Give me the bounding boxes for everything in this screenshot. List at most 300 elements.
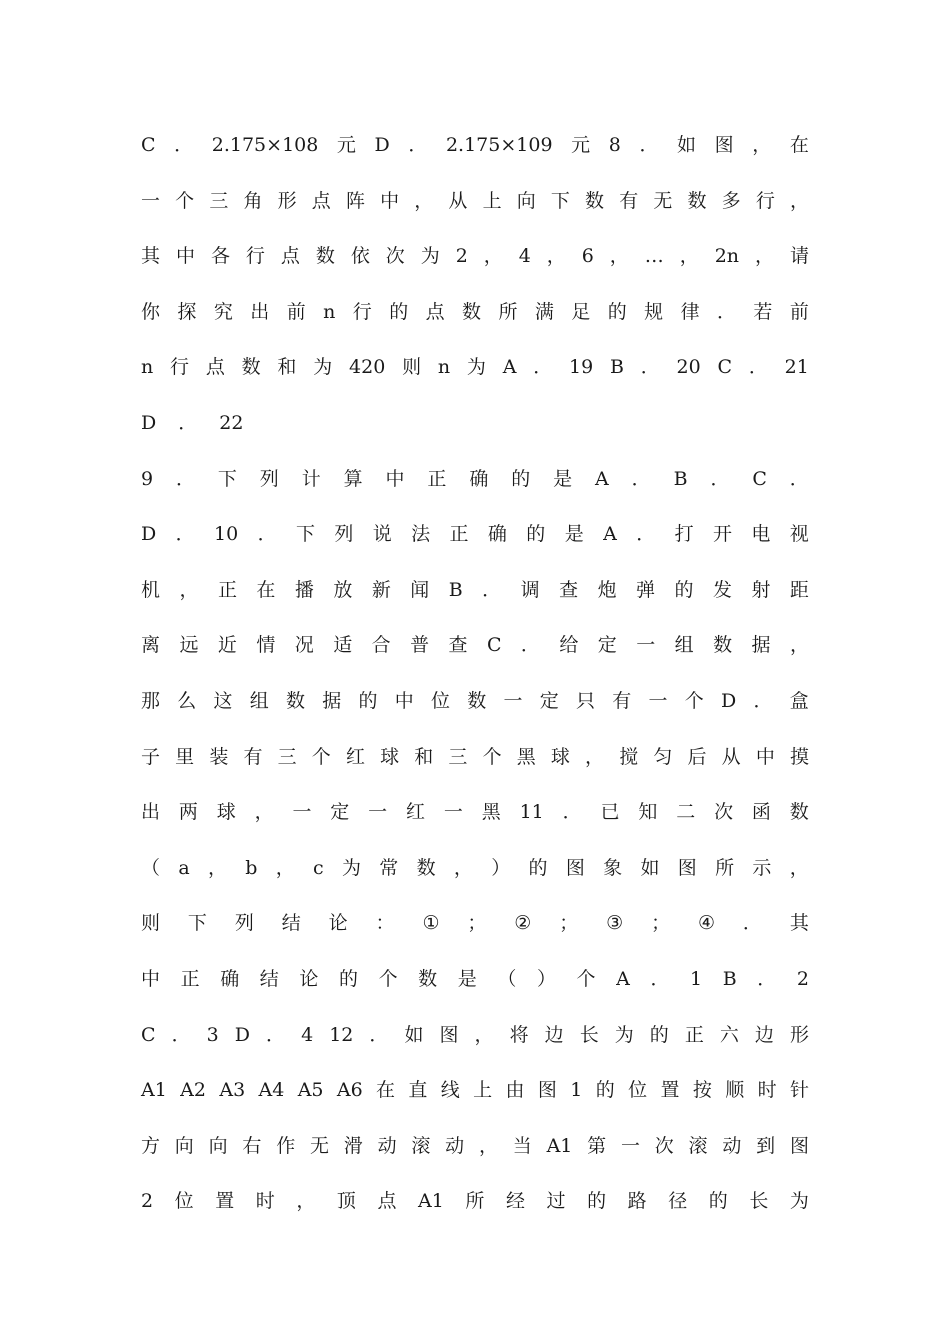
text-token: 行	[245, 245, 265, 268]
text-token: 数	[462, 300, 482, 323]
text-token: 个	[311, 745, 331, 768]
text-token: 方	[141, 1134, 161, 1157]
text-token: 列	[234, 912, 254, 935]
text-token: …	[644, 245, 664, 268]
text-token: 正	[217, 578, 237, 601]
text-token: 21	[784, 356, 809, 379]
text-token: 么	[177, 689, 197, 712]
text-token: B	[448, 578, 463, 601]
text-token: 个	[482, 745, 502, 768]
text-token: 数	[789, 801, 809, 824]
text-token: 2	[796, 967, 809, 990]
text-token: ，	[179, 578, 199, 601]
text-token: ，	[789, 634, 809, 657]
text-token: 那	[141, 689, 161, 712]
text-token: 次	[385, 245, 405, 268]
text-token: ④	[697, 912, 716, 935]
text-token: 远	[179, 634, 199, 657]
text-token: 若	[753, 300, 773, 323]
text-token: ，	[275, 856, 295, 879]
text-token: 下	[217, 467, 237, 490]
text-token: 有	[243, 745, 263, 768]
text-token: 的	[526, 523, 546, 546]
text-token: 象	[603, 856, 623, 879]
text-token: ，	[609, 245, 629, 268]
text-token: 数	[687, 189, 707, 212]
text-token: ．	[636, 523, 656, 546]
text-token: 足	[571, 300, 591, 323]
text-token: A3	[219, 1079, 246, 1102]
text-token: ，	[752, 134, 772, 156]
text-token: 2.175×109	[445, 134, 553, 156]
text-line	[141, 906, 809, 962]
text-token: 况	[294, 634, 314, 657]
text-token: 的	[338, 967, 358, 990]
text-token: 9	[141, 467, 154, 490]
text-token: 所	[715, 856, 735, 879]
text-token: 前	[286, 300, 306, 323]
text-line	[141, 740, 809, 796]
text-token: 数	[286, 689, 306, 712]
text-token: 示	[752, 856, 772, 879]
text-line	[141, 851, 809, 907]
text-token: 算	[343, 467, 363, 490]
text-token: 如	[640, 856, 660, 879]
text-token: 行	[170, 356, 190, 379]
text-token: C	[717, 356, 733, 379]
text-token: 时	[757, 1079, 777, 1102]
text-token: 向	[174, 1134, 194, 1157]
text-token: 到	[756, 1134, 776, 1157]
text-token: 普	[410, 634, 430, 657]
text-token: ．	[640, 356, 660, 379]
text-token: 论	[328, 912, 348, 935]
text-token: 确	[469, 467, 489, 490]
text-token: 结	[259, 967, 279, 990]
text-token: n	[437, 356, 451, 379]
text-token: n	[323, 300, 336, 323]
text-token: A	[595, 467, 609, 490]
text-token: 位	[174, 1190, 194, 1213]
text-token: 线	[440, 1079, 460, 1102]
text-token: 一	[141, 189, 161, 212]
text-token: 打	[674, 523, 694, 546]
text-token: 电	[751, 523, 771, 546]
text-token: 摸	[789, 745, 809, 768]
text-token: 作	[276, 1134, 296, 1157]
text-token: 列	[334, 523, 354, 546]
text-token: ，	[679, 245, 699, 268]
text-token: 则	[141, 912, 161, 935]
text-token: 常	[379, 856, 399, 879]
text-token: 只	[576, 689, 596, 712]
text-token: 的	[674, 578, 694, 601]
text-token: 位	[431, 689, 451, 712]
text-token: 一	[368, 801, 388, 824]
text-token: 究	[213, 300, 233, 323]
text-token: 计	[301, 467, 321, 490]
text-token: 三	[277, 745, 297, 768]
text-line	[141, 1129, 809, 1185]
text-token: 发	[712, 578, 732, 601]
text-token: 位	[628, 1079, 648, 1102]
text-token: 说	[372, 523, 392, 546]
text-token: 边	[544, 1023, 564, 1046]
text-token: 法	[411, 523, 431, 546]
text-token: 函	[751, 801, 771, 824]
text-token: 情	[256, 634, 276, 657]
text-token: 右	[242, 1134, 262, 1157]
text-token: 19	[569, 356, 594, 379]
text-token: 中	[380, 189, 400, 212]
text-token: 各	[210, 245, 230, 268]
text-line	[141, 184, 809, 240]
document-body	[141, 128, 841, 1240]
text-token: 所	[465, 1190, 485, 1213]
text-token: ．	[257, 523, 277, 546]
text-token: 将	[509, 1023, 529, 1046]
text-token: A6	[336, 1079, 363, 1102]
text-token: 适	[333, 634, 353, 657]
text-token: ．	[171, 1023, 191, 1046]
text-token: D	[141, 523, 157, 546]
text-token: 和	[277, 356, 297, 379]
text-token: 球	[550, 745, 570, 768]
text-token: 上	[473, 1079, 493, 1102]
text-token: 图	[789, 1134, 809, 1157]
text-token: A1	[418, 1190, 444, 1213]
text-token: 420	[349, 356, 386, 379]
text-token: 为	[420, 245, 440, 268]
text-token: 正	[449, 523, 469, 546]
text-token: ．	[753, 689, 773, 712]
text-token: 顶	[336, 1190, 356, 1213]
text-token: ．	[369, 1023, 389, 1046]
text-token: 正	[180, 967, 200, 990]
text-token: 向	[516, 189, 536, 212]
text-token: 是	[564, 523, 584, 546]
text-token: 长	[749, 1190, 769, 1213]
text-token: ．	[266, 1023, 286, 1046]
text-token: 向	[208, 1134, 228, 1157]
text-token: 论	[299, 967, 319, 990]
text-token: 2	[141, 1190, 154, 1213]
text-token: 的	[389, 300, 409, 323]
text-token: A1	[546, 1134, 573, 1157]
text-token: 结	[281, 912, 301, 935]
text-token: ．	[533, 356, 553, 379]
text-line	[141, 628, 809, 684]
text-token: 播	[294, 578, 314, 601]
text-token: 合	[371, 634, 391, 657]
text-token: 为	[614, 1023, 634, 1046]
text-token: C	[752, 467, 767, 490]
text-token: 形	[277, 189, 297, 212]
text-token: 为	[466, 356, 486, 379]
text-token: 一	[443, 801, 463, 824]
text-token: ．	[175, 467, 195, 490]
text-token: 针	[789, 1079, 809, 1102]
text-token: 定	[539, 689, 559, 712]
text-token: ）	[491, 856, 511, 879]
text-token: 黑	[481, 801, 501, 824]
text-token: ．	[639, 134, 659, 156]
text-token: 视	[789, 523, 809, 546]
text-token: 据	[751, 634, 771, 657]
text-token: 长	[579, 1023, 599, 1046]
text-token: 组	[249, 689, 269, 712]
text-token: 12	[329, 1023, 354, 1046]
text-token: ．	[748, 356, 768, 379]
text-token: 滑	[343, 1134, 363, 1157]
text-line	[141, 350, 809, 406]
text-token: ．	[175, 523, 195, 546]
text-token: ．	[482, 578, 502, 601]
text-token: n	[141, 356, 154, 379]
text-token: 为	[313, 356, 333, 379]
text-token: D	[721, 689, 737, 712]
text-token: 数	[713, 634, 733, 657]
text-token: 数	[467, 689, 487, 712]
text-token: A4	[258, 1079, 285, 1102]
text-token: 次	[714, 801, 734, 824]
text-token: 是	[457, 967, 477, 990]
text-token: 下	[295, 523, 315, 546]
text-token: ，	[754, 245, 774, 268]
text-token: 前	[789, 300, 809, 323]
text-line	[141, 128, 809, 184]
text-token: b	[245, 856, 258, 879]
text-token: 炮	[597, 578, 617, 601]
text-token: 点	[425, 300, 445, 323]
text-token: 数	[241, 356, 261, 379]
text-token: 10	[214, 523, 239, 546]
text-line	[141, 962, 809, 1018]
text-token: 三	[448, 745, 468, 768]
text-token: 2.175×108	[211, 134, 319, 156]
text-token: ）	[536, 967, 556, 990]
text-token: 22	[219, 411, 244, 434]
text-token: ，	[296, 1190, 316, 1213]
text-token: 机	[141, 578, 161, 601]
text-token: 的	[511, 467, 531, 490]
text-token: 点	[311, 189, 331, 212]
text-token: 直	[408, 1079, 428, 1102]
text-token: 的	[587, 1190, 607, 1213]
text-token: 其	[141, 245, 161, 268]
text-token: ，	[789, 856, 809, 879]
text-token: 从	[448, 189, 468, 212]
text-token: B	[673, 467, 688, 490]
text-token: 查	[448, 634, 468, 657]
text-token: B	[722, 967, 737, 990]
text-token: ，	[453, 856, 473, 879]
text-token: 这	[213, 689, 233, 712]
text-token: 数	[418, 967, 438, 990]
text-token: 点	[377, 1190, 397, 1213]
text-token: ，	[207, 856, 227, 879]
text-token: 下	[550, 189, 570, 212]
text-token: 1	[570, 1079, 583, 1102]
text-token: 8	[608, 134, 621, 156]
text-token: 置	[215, 1190, 235, 1213]
text-token: 阵	[345, 189, 365, 212]
text-token: 边	[754, 1023, 774, 1046]
text-line	[141, 406, 809, 462]
text-token: 开	[712, 523, 732, 546]
text-token: 为	[789, 1190, 809, 1213]
text-token: 离	[141, 634, 161, 657]
text-token: 1	[690, 967, 703, 990]
text-token: 一	[503, 689, 523, 712]
text-token: 列	[259, 467, 279, 490]
text-token: 动	[377, 1134, 397, 1157]
text-token: 当	[512, 1134, 532, 1157]
text-token: 近	[217, 634, 237, 657]
text-line	[141, 573, 809, 629]
text-line	[141, 462, 809, 518]
text-token: 三	[209, 189, 229, 212]
text-token: 确	[487, 523, 507, 546]
text-token: 11	[519, 801, 544, 824]
text-token: C	[141, 1023, 156, 1046]
text-token: 的	[595, 1079, 615, 1102]
text-token: 的	[358, 689, 378, 712]
text-token: 图	[537, 1079, 557, 1102]
text-token: ，	[483, 245, 503, 268]
text-token: ，	[789, 189, 809, 212]
text-token: 图	[714, 134, 734, 156]
text-token: 查	[559, 578, 579, 601]
text-token: 正	[427, 467, 447, 490]
text-token: 红	[345, 745, 365, 768]
text-token: 图	[565, 856, 585, 879]
text-token: 已	[600, 801, 620, 824]
text-token: 个	[175, 189, 195, 212]
text-token: 如	[677, 134, 697, 156]
text-token: 满	[534, 300, 554, 323]
text-token: 里	[175, 745, 195, 768]
text-token: 元	[571, 134, 591, 156]
text-token: ①	[422, 912, 440, 935]
text-token: 黑	[516, 745, 536, 768]
text-token: 3	[206, 1023, 219, 1046]
text-token: 探	[177, 300, 197, 323]
text-token: 经	[505, 1190, 525, 1213]
text-token: 的	[607, 300, 627, 323]
text-token: 中	[175, 245, 195, 268]
text-token: 元	[336, 134, 356, 156]
text-token: ，	[414, 189, 434, 212]
text-token: ，	[478, 1134, 498, 1157]
text-token: 图	[439, 1023, 459, 1046]
text-line	[141, 1073, 809, 1129]
text-token: 2n	[714, 245, 740, 268]
text-token: A5	[297, 1079, 324, 1102]
text-token: 球	[216, 801, 236, 824]
text-token: 个	[576, 967, 596, 990]
text-token: ．	[520, 634, 540, 657]
text-token: A	[603, 523, 617, 546]
text-token: 距	[789, 578, 809, 601]
text-token: 正	[684, 1023, 704, 1046]
text-token: 六	[719, 1023, 739, 1046]
text-line	[141, 295, 809, 351]
text-token: 无	[653, 189, 673, 212]
text-line	[141, 795, 809, 851]
text-token: ．	[742, 912, 762, 935]
text-token: 规	[644, 300, 664, 323]
text-token: B	[609, 356, 624, 379]
text-token: 搅	[619, 745, 639, 768]
text-token: 确	[220, 967, 240, 990]
text-token: 装	[209, 745, 229, 768]
text-token: 2	[455, 245, 468, 268]
text-token: 4	[518, 245, 531, 268]
text-token: 依	[350, 245, 370, 268]
text-token: 请	[789, 245, 809, 268]
text-token: 在	[256, 578, 276, 601]
text-token: 上	[482, 189, 502, 212]
text-token: 有	[612, 689, 632, 712]
text-token: 所	[498, 300, 518, 323]
text-token: 第	[587, 1134, 607, 1157]
text-token: 球	[380, 745, 400, 768]
text-token: 滚	[688, 1134, 708, 1157]
text-token: D	[374, 134, 390, 156]
text-token: 路	[627, 1190, 647, 1213]
text-token: 律	[680, 300, 700, 323]
text-token: 的	[528, 856, 548, 879]
text-token: ，	[254, 801, 274, 824]
text-token: 数	[416, 856, 436, 879]
text-token: C	[141, 134, 156, 156]
text-token: 弹	[636, 578, 656, 601]
text-token: 其	[789, 912, 809, 935]
text-token: 和	[414, 745, 434, 768]
text-token: 中	[385, 467, 405, 490]
text-token: 个	[378, 967, 398, 990]
text-token: 盒	[789, 689, 809, 712]
text-token: （	[497, 967, 517, 990]
text-token: ．	[178, 411, 198, 434]
text-token: 红	[406, 801, 426, 824]
text-token: 为	[341, 856, 361, 879]
text-token: 是	[553, 467, 573, 490]
text-token: 定	[330, 801, 350, 824]
text-token: 据	[322, 689, 342, 712]
text-token: 定	[597, 634, 617, 657]
text-token: 6	[581, 245, 594, 268]
text-token: 二	[676, 801, 696, 824]
text-token: A	[502, 356, 517, 379]
text-token: ；	[467, 912, 487, 935]
text-token: a	[178, 856, 190, 879]
text-line	[141, 1018, 809, 1074]
text-token: 一	[620, 1134, 640, 1157]
text-token: 过	[546, 1190, 566, 1213]
text-token: 一	[648, 689, 668, 712]
text-token: C	[486, 634, 502, 657]
text-token: 知	[638, 801, 658, 824]
text-token: D	[234, 1023, 250, 1046]
text-token: ．	[650, 967, 670, 990]
text-token: 按	[692, 1079, 712, 1102]
text-token: ③	[606, 912, 624, 935]
text-token: ．	[789, 467, 809, 490]
text-token: ．	[408, 134, 428, 156]
text-token: ，	[585, 745, 605, 768]
